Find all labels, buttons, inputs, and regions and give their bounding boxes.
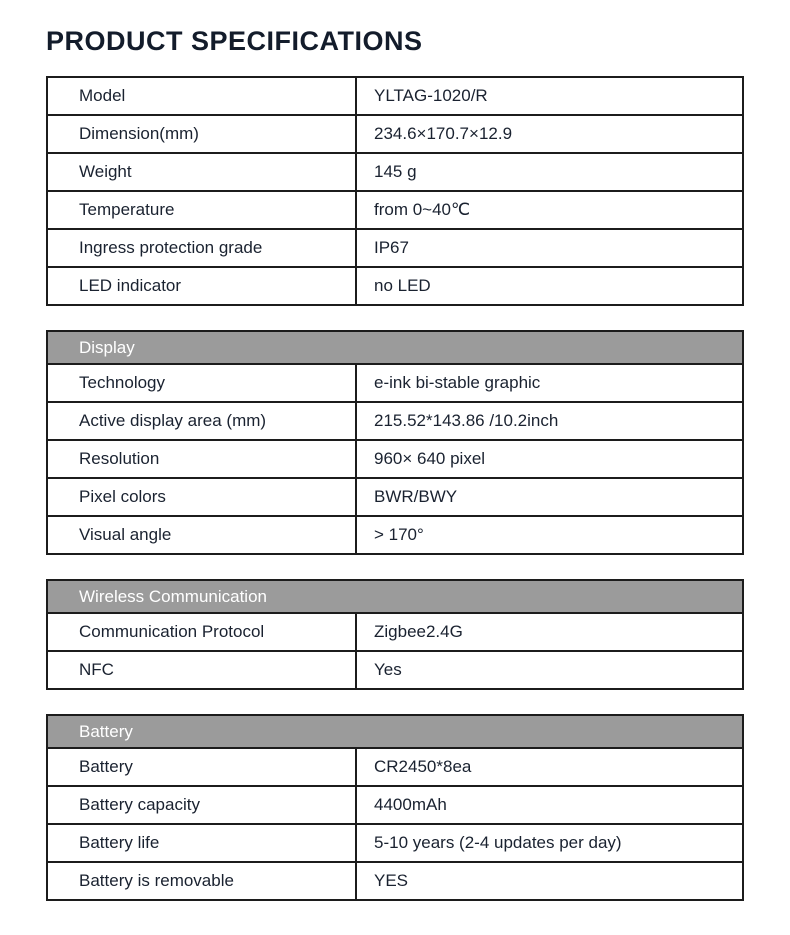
row-label: Battery: [48, 749, 357, 785]
table-row: [48, 363, 742, 401]
table-row: [48, 439, 742, 477]
row-value: Zigbee2.4G: [374, 622, 463, 641]
row-label: Temperature: [48, 192, 357, 228]
table-row: [48, 401, 742, 439]
row-label: Resolution: [48, 441, 357, 477]
row-value: Yes: [374, 660, 402, 679]
row-label: Ingress protection grade: [48, 230, 357, 266]
row-label: Technology: [48, 365, 357, 401]
row-value: e-ink bi-stable graphic: [374, 373, 541, 392]
row-value: YLTAG-1020/R: [374, 86, 488, 105]
row-value: YES: [374, 871, 409, 890]
row-value: IP67: [374, 238, 409, 257]
page-title: PRODUCT SPECIFICATIONS: [46, 26, 423, 56]
row-value: no LED: [374, 276, 431, 295]
row-label: Battery is removable: [48, 863, 357, 899]
spec-table-display: [46, 330, 744, 555]
row-value: 960× 640 pixel: [374, 449, 486, 468]
row-label: Battery capacity: [48, 787, 357, 823]
table-row: [48, 78, 742, 114]
spec-table-general: [46, 76, 744, 306]
row-label: Communication Protocol: [48, 614, 357, 650]
table-row: [48, 266, 742, 304]
section-header-display: Display: [48, 332, 742, 363]
row-label: Model: [48, 78, 357, 114]
table-row: [48, 152, 742, 190]
table-row: [48, 785, 742, 823]
section-header-wireless: Wireless Communication: [48, 581, 742, 612]
row-label: Weight: [48, 154, 357, 190]
table-row: [48, 228, 742, 266]
spec-table-battery: [46, 714, 744, 901]
table-row: [48, 861, 742, 899]
row-label: Dimension(mm): [48, 116, 357, 152]
row-label: NFC: [48, 652, 357, 688]
section-header-battery: Battery: [48, 716, 742, 747]
table-row: [48, 114, 742, 152]
row-value: 215.52*143.86 /10.2inch: [374, 411, 559, 430]
table-row: [48, 823, 742, 861]
spec-table-wireless: [46, 579, 744, 690]
row-value: from 0~40℃: [374, 200, 471, 219]
row-value: > 170°: [374, 525, 424, 544]
row-label: Pixel colors: [48, 479, 357, 515]
table-row: [48, 612, 742, 650]
row-label: Visual angle: [48, 517, 357, 553]
row-label: Battery life: [48, 825, 357, 861]
row-value: 234.6×170.7×12.9: [374, 124, 513, 143]
row-label: LED indicator: [48, 268, 357, 304]
row-value: 4400mAh: [374, 795, 447, 814]
table-row: [48, 747, 742, 785]
row-label: Active display area (mm): [48, 403, 357, 439]
table-row: [48, 190, 742, 228]
table-row: [48, 650, 742, 688]
table-row: [48, 515, 742, 553]
table-row: [48, 477, 742, 515]
row-value: 145 g: [374, 162, 417, 181]
row-value: BWR/BWY: [374, 487, 458, 506]
row-value: CR2450*8ea: [374, 757, 472, 776]
row-value: 5-10 years (2-4 updates per day): [374, 833, 622, 852]
